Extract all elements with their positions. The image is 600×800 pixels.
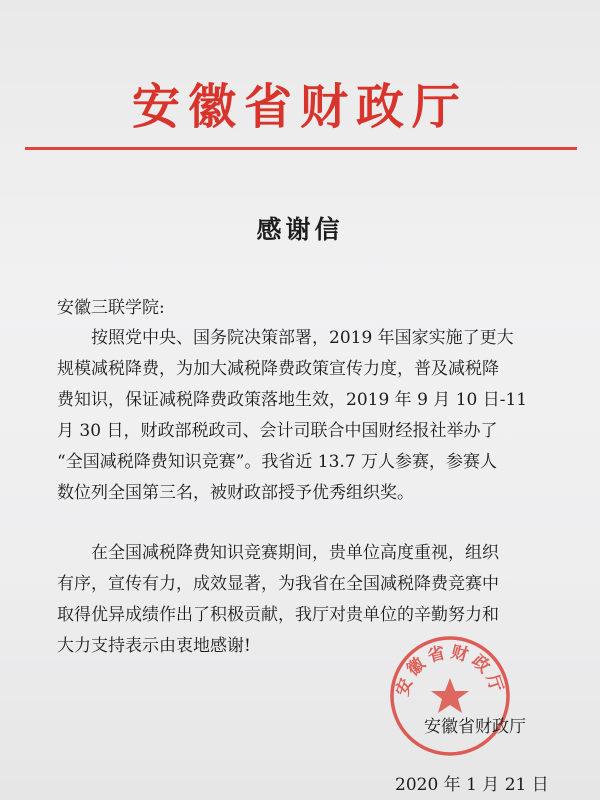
letterhead-title: 安徽省财政厅 bbox=[131, 79, 468, 135]
paragraph-line: 大力支持表示由衷地感谢! bbox=[57, 636, 251, 656]
seal-text: 安徽省财政厅 bbox=[392, 642, 508, 699]
paragraph-line: 有序，宣传有力，成效显著，为我省在全国减税降费竞赛中 bbox=[57, 574, 499, 594]
paragraph-line: 规模减税降费，为加大减税降费政策宣传力度，普及减税降 bbox=[57, 359, 499, 379]
seal-star bbox=[431, 678, 469, 713]
salutation: 安徽三联学院: bbox=[57, 298, 165, 318]
signature-date: 2020 年 1 月 21 日 bbox=[395, 775, 549, 795]
signature-org: 安徽省财政厅 bbox=[424, 717, 526, 737]
paragraph-line: “全国减税降费知识竞赛”。我省近 13.7 万人参赛，参赛人 bbox=[57, 452, 498, 472]
letterhead-rule bbox=[25, 147, 577, 150]
paragraph-line: 按照党中央、国务院决策部署，2019 年国家实施了更大 bbox=[57, 328, 514, 348]
paragraph-line: 在全国减税降费知识竞赛期间，贵单位高度重视，组织 bbox=[57, 543, 499, 563]
paragraph-line: 费知识，保证减税降费政策落地生效，2019 年 9 月 10 日-11 bbox=[57, 390, 528, 410]
document-title: 感谢信 bbox=[256, 215, 344, 244]
official-seal-icon bbox=[388, 634, 512, 758]
paragraph-1 bbox=[57, 323, 557, 509]
paragraph-line: 取得优异成绩作出了积极贡献，我厅对贵单位的辛勤努力和 bbox=[57, 605, 499, 625]
paragraph-line: 月 30 日，财政部税政司、会计司联合中国财经报社举办了 bbox=[57, 421, 498, 441]
paragraph-line: 数位列全国第三名，被财政部授予优秀组织奖。 bbox=[57, 483, 414, 503]
